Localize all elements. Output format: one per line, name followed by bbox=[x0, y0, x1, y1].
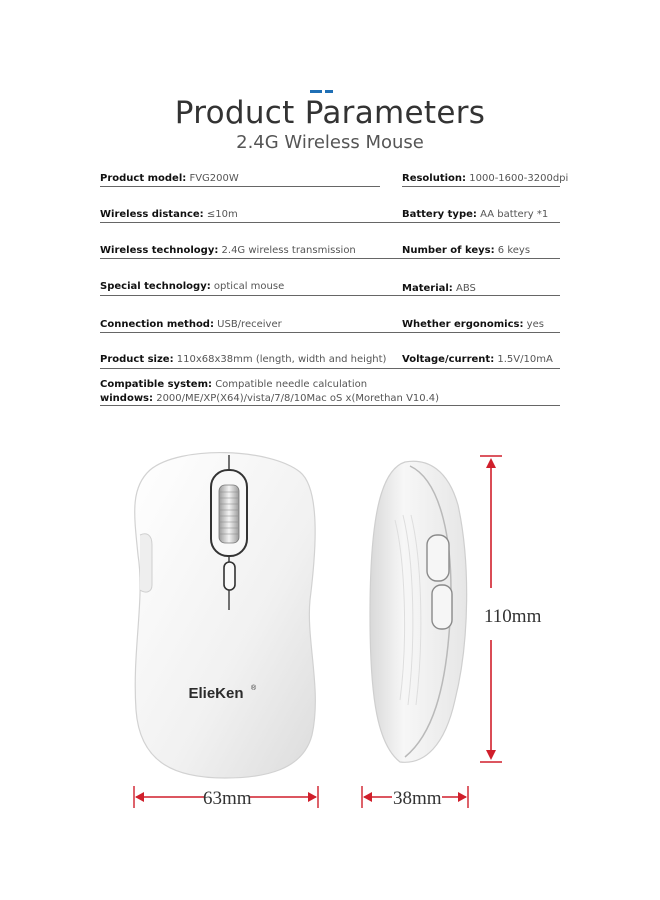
width-label: 63mm bbox=[203, 788, 252, 809]
mouse-side-view bbox=[370, 461, 467, 762]
side-buttons bbox=[140, 534, 152, 592]
height-label: 38mm bbox=[393, 788, 442, 809]
param-resolution: Resolution: 1000-1600-3200dpi bbox=[402, 173, 569, 184]
param-connection-method: Connection method: USB/receiver bbox=[100, 319, 282, 330]
brand-mark: ® bbox=[251, 685, 257, 692]
title-accent-dashes bbox=[310, 90, 336, 93]
param-ergonomics: Whether ergonomics: yes bbox=[402, 319, 544, 330]
page-subtitle: 2.4G Wireless Mouse bbox=[236, 132, 424, 153]
param-voltage-current: Voltage/current: 1.5V/10mA bbox=[402, 354, 553, 365]
divider bbox=[100, 186, 380, 187]
divider bbox=[100, 368, 560, 369]
param-special-technology: Special technology: optical mouse bbox=[100, 281, 285, 292]
param-wireless-technology: Wireless technology: 2.4G wireless transmission bbox=[100, 245, 356, 256]
divider bbox=[100, 222, 560, 223]
param-product-model: Product model: FVG200W bbox=[100, 173, 239, 184]
param-product-size: Product size: 110x68x38mm (length, width and height) bbox=[100, 354, 387, 365]
param-compatible-system: Compatible system: Compatible needle calculation windows: 2000/ME/XP(X64)/vista/7/8/10Mac oS x(Morethan V10.4) bbox=[100, 379, 440, 404]
param-material: Material: ABS bbox=[402, 283, 476, 294]
param-wireless-distance: Wireless distance: ≤10m bbox=[100, 209, 238, 220]
product-figures bbox=[0, 430, 660, 840]
accent-dash bbox=[310, 90, 322, 93]
divider bbox=[100, 295, 560, 296]
divider bbox=[100, 332, 560, 333]
side-back-button bbox=[432, 585, 452, 629]
param-battery-type: Battery type: AA battery *1 bbox=[402, 209, 549, 220]
length-label: 110mm bbox=[484, 606, 542, 627]
accent-dash bbox=[325, 90, 333, 93]
brand-logo: ElieKen bbox=[188, 685, 244, 702]
divider bbox=[100, 258, 560, 259]
divider bbox=[402, 186, 560, 187]
page-title: Product Parameters bbox=[174, 95, 486, 131]
mouse-top-view bbox=[135, 453, 316, 778]
dpi-button bbox=[224, 562, 235, 590]
param-number-of-keys: Number of keys: 6 keys bbox=[402, 245, 531, 256]
side-forward-button bbox=[427, 535, 449, 581]
